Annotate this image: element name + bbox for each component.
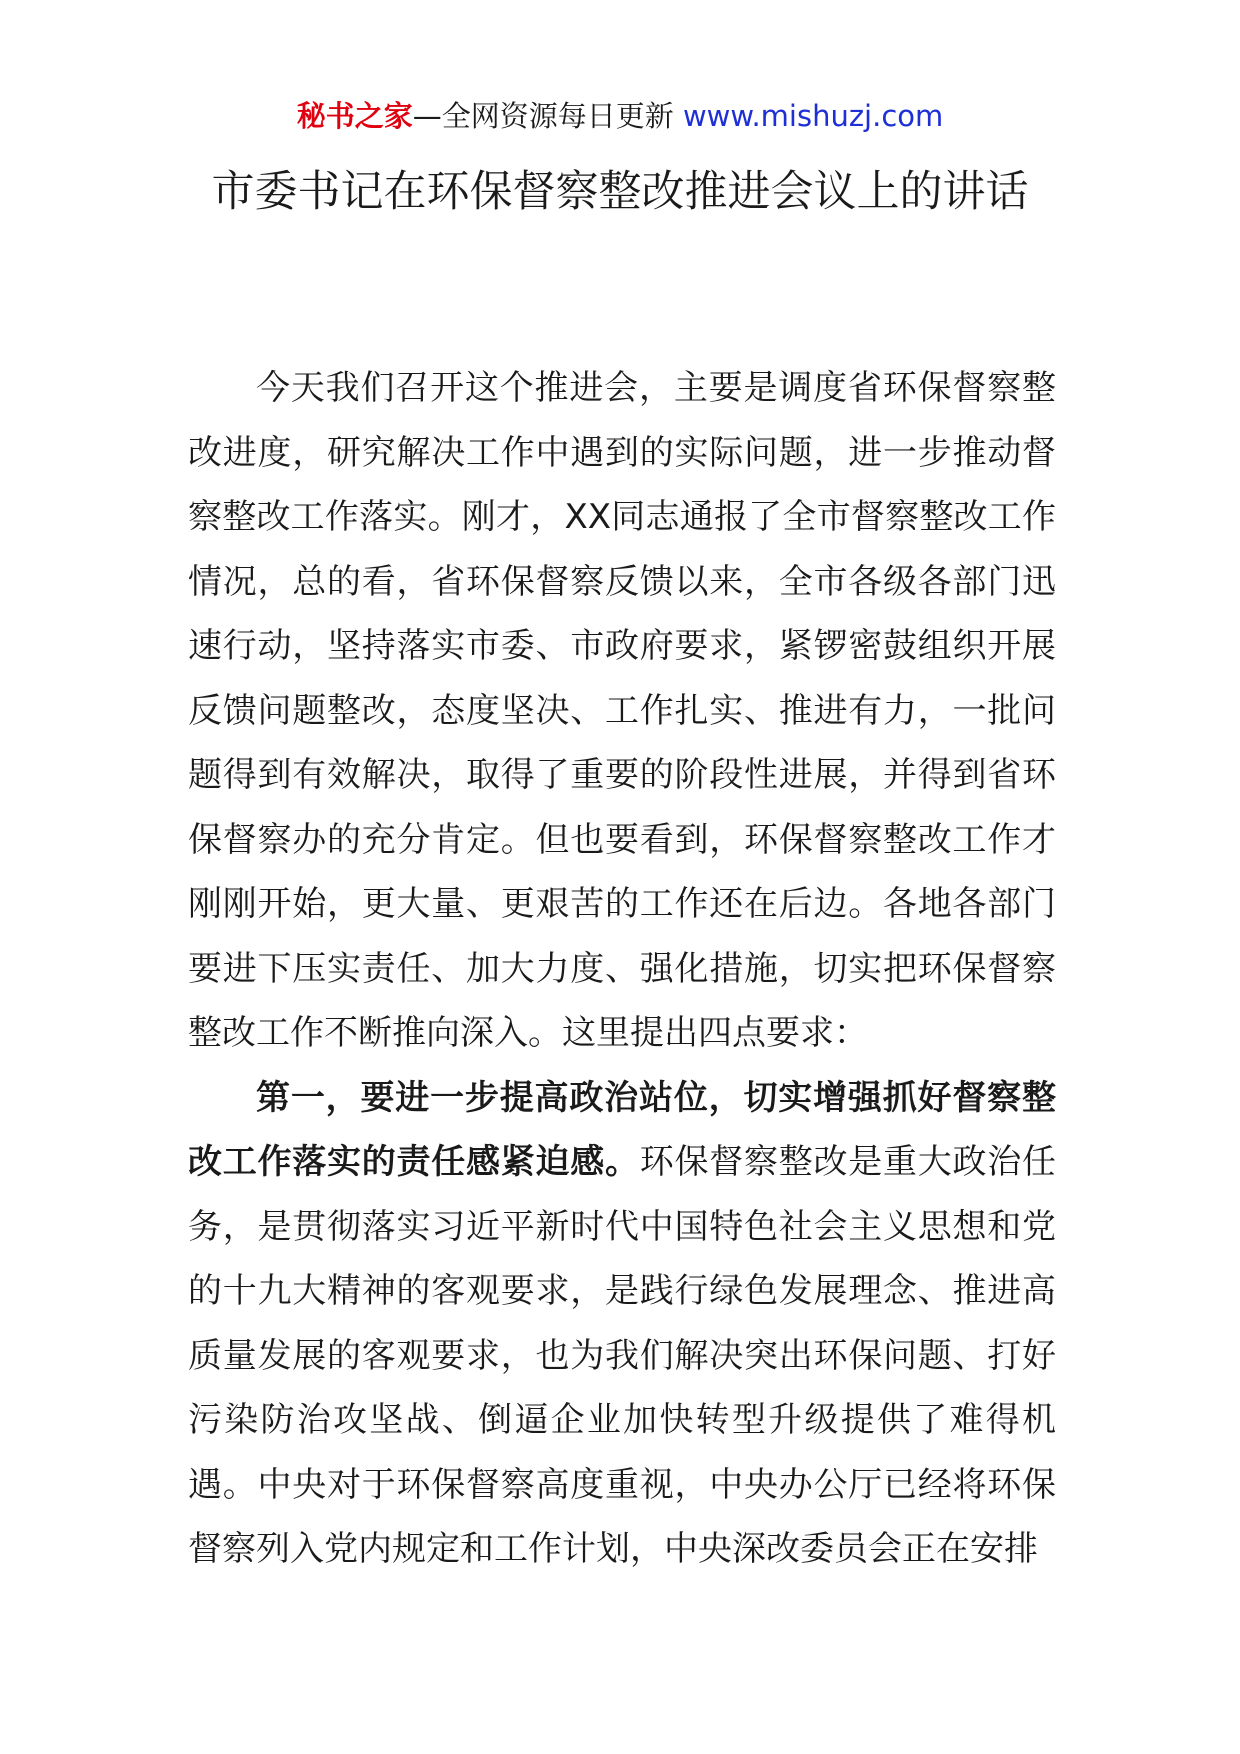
paragraph-lead: 第一，要进一步提高政治站位，切实增强抓好督察整改工作落实的责任感紧迫感。 <box>188 1077 1056 1182</box>
paragraph-intro: 今天我们召开这个推进会，主要是调度省环保督察整改进度，研究解决工作中遇到的实际问题，进一步推动督察整改工作落实。刚才，XX同志通报了全市督察整改工作情况，总的看，省环保督察反馈以来，全市各级各部门迅速行动，坚持落实市委、市政府要求，紧锣密鼓组织开展反馈问题整改，态度坚决、工作扎实、推进有力，一批问题得到有效解决，取得了重要的阶段性进展，并得到省环保督察办的充分肯定。但也要看到，环保督察整改工作才刚刚开始，更大量、更艰苦的工作还在后边。各地各部门要进下压实责任、加大力度、强化措施，切实把环保督察整改工作不断推向深入。这里提出四点要求： <box>188 368 1056 1053</box>
paragraph-first-requirement <box>188 1066 1056 1582</box>
site-url[interactable]: www.mishuzj.com <box>682 99 944 133</box>
document-title: 市委书记在环保督察整改推进会议上的讲话 <box>211 167 1029 217</box>
site-brand: 秘书之家 <box>296 99 413 133</box>
site-slogan: —全网资源每日更新 <box>412 99 683 133</box>
site-watermark-header <box>0 96 1240 136</box>
document-body <box>188 356 1056 1582</box>
paragraph-text: 环保督察整改是重大政治任务，是贯彻落实习近平新时代中国特色社会主义思想和党的十九大精神的客观要求，是践行绿色发展理念、推进高质量发展的客观要求，也为我们解决突出环保问题、打好污染防治攻坚战、倒逼企业加快转型升级提供了难得机遇。中央对于环保督察高度重视，中央办公厅已经将环保督察列入党内规定和工作计划，中央深改委员会正在安排 <box>188 1142 1056 1569</box>
